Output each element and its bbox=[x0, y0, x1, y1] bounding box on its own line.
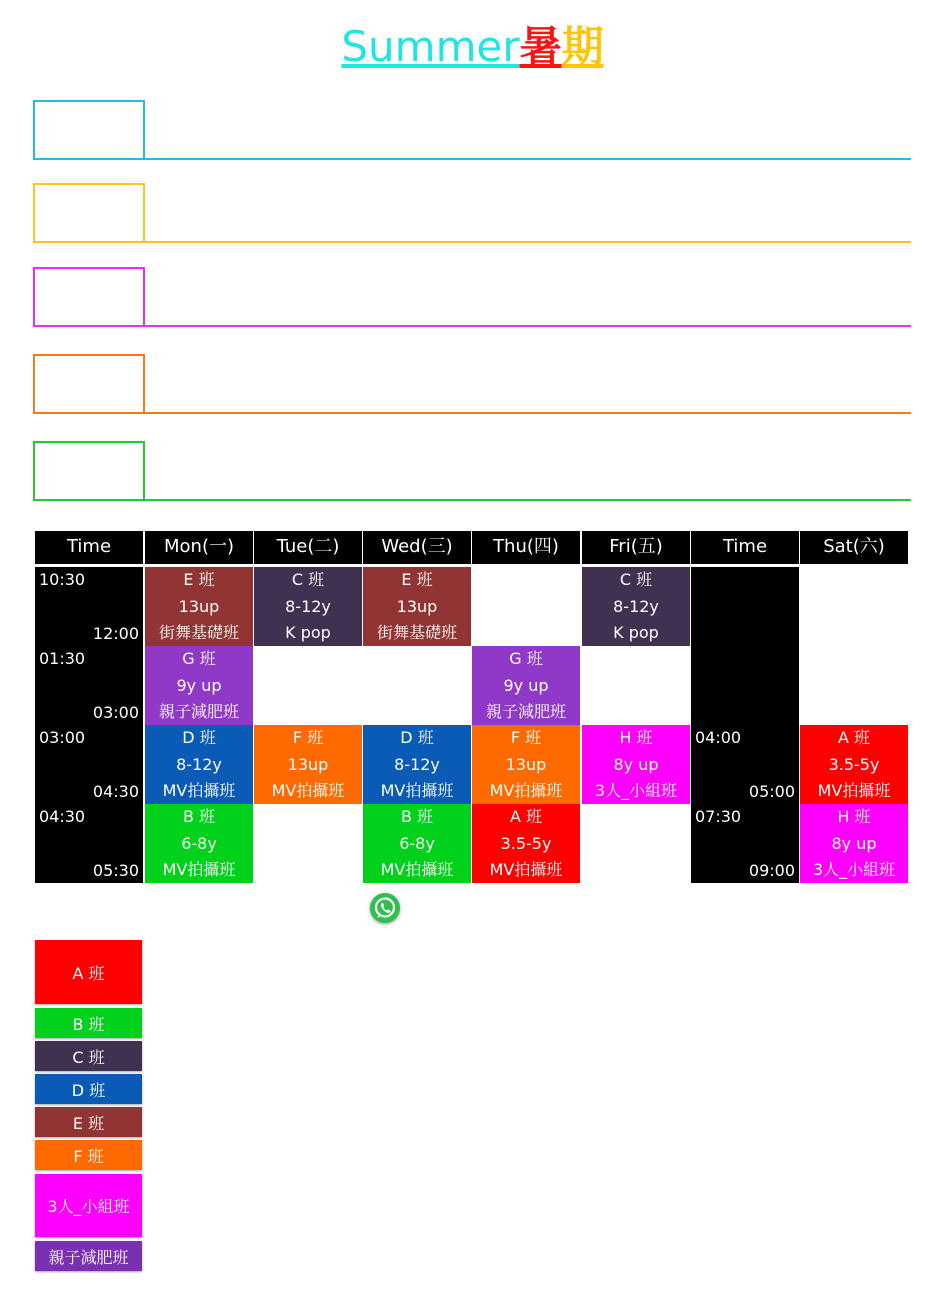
blank-box[interactable] bbox=[33, 441, 145, 501]
legend-item: 親子減肥班 bbox=[35, 1241, 142, 1271]
class-cell[interactable] bbox=[363, 804, 471, 883]
time-cell bbox=[691, 804, 799, 883]
start-time: 01:30 bbox=[39, 649, 86, 668]
class-line: K pop bbox=[613, 623, 659, 642]
legend-item: A 班 bbox=[35, 940, 142, 1004]
class-line: G 班 bbox=[509, 649, 543, 668]
blank-box[interactable] bbox=[33, 354, 145, 414]
class-line: H 班 bbox=[619, 728, 653, 747]
class-cell[interactable] bbox=[145, 646, 253, 725]
class-cell[interactable] bbox=[363, 567, 471, 646]
header-cell: Wed(三) bbox=[363, 531, 471, 564]
class-line: 親子減肥班 bbox=[485, 702, 566, 721]
class-line: A 班 bbox=[509, 807, 543, 826]
class-line: MV拍攝班 bbox=[489, 781, 563, 800]
class-line: E 班 bbox=[401, 570, 433, 589]
class-line: E 班 bbox=[183, 570, 215, 589]
class-line: 8-12y bbox=[394, 754, 440, 774]
legend-item: F 班 bbox=[35, 1140, 142, 1170]
blank-line bbox=[143, 241, 911, 243]
class-cell[interactable] bbox=[691, 646, 799, 725]
class-line: 8-12y bbox=[285, 596, 331, 616]
start-time: 04:30 bbox=[39, 807, 86, 826]
class-line: 13up bbox=[505, 754, 547, 774]
class-line: 13up bbox=[396, 596, 438, 616]
class-line: 8-12y bbox=[613, 596, 659, 616]
class-line: 13up bbox=[287, 754, 329, 774]
class-line: B 班 bbox=[400, 807, 434, 826]
class-cell[interactable] bbox=[145, 725, 253, 804]
whatsapp-icon[interactable] bbox=[370, 893, 400, 923]
class-line: G 班 bbox=[182, 649, 216, 668]
blank-line-row bbox=[33, 100, 911, 160]
class-line: 13up bbox=[178, 596, 220, 616]
time-cell bbox=[35, 725, 143, 804]
class-cell[interactable] bbox=[472, 804, 580, 883]
blank-line-row bbox=[33, 267, 911, 327]
class-line: C 班 bbox=[619, 570, 653, 589]
start-time: 07:30 bbox=[695, 807, 742, 826]
start-time: 04:00 bbox=[695, 728, 742, 747]
class-line: MV拍攝班 bbox=[271, 781, 345, 800]
class-line: 街舞基礎班 bbox=[158, 623, 239, 642]
class-line: D 班 bbox=[400, 728, 434, 747]
blank-box[interactable] bbox=[33, 267, 145, 327]
header-cell: Fri(五) bbox=[582, 531, 690, 564]
class-line: 3人_小組班 bbox=[594, 781, 678, 800]
class-line: MV拍攝班 bbox=[162, 860, 236, 879]
whatsapp-glyph bbox=[370, 893, 400, 923]
time-cell bbox=[35, 646, 143, 725]
class-line: 6-8y bbox=[399, 833, 435, 853]
class-line: MV拍攝班 bbox=[380, 860, 454, 879]
title-english: Summer bbox=[341, 22, 520, 71]
class-line: 3人_小組班 bbox=[812, 860, 896, 879]
legend-item: D 班 bbox=[35, 1074, 142, 1104]
blank-line bbox=[143, 158, 911, 160]
end-time: 04:30 bbox=[92, 782, 139, 801]
legend-item: 3人_小組班 bbox=[35, 1174, 142, 1237]
start-time: 10:30 bbox=[39, 570, 86, 589]
class-cell[interactable] bbox=[145, 804, 253, 883]
class-line: 6-8y bbox=[181, 833, 217, 853]
class-line: 9y up bbox=[176, 675, 222, 695]
blank-line bbox=[143, 325, 911, 327]
class-line: A 班 bbox=[837, 728, 871, 747]
legend-item: C 班 bbox=[35, 1041, 142, 1071]
class-line: K pop bbox=[285, 623, 331, 642]
class-line: 親子減肥班 bbox=[158, 702, 239, 721]
page-title bbox=[0, 22, 945, 72]
class-line: 8y up bbox=[831, 833, 877, 853]
class-line: MV拍攝班 bbox=[162, 781, 236, 800]
class-line: MV拍攝班 bbox=[380, 781, 454, 800]
end-time: 03:00 bbox=[92, 703, 139, 722]
class-line: F 班 bbox=[510, 728, 542, 747]
class-line: B 班 bbox=[182, 807, 216, 826]
blank-box[interactable] bbox=[33, 100, 145, 160]
class-line: 9y up bbox=[503, 675, 549, 695]
class-line: 3.5-5y bbox=[828, 754, 880, 774]
header-cell: Thu(四) bbox=[472, 531, 580, 564]
blank-line-row bbox=[33, 441, 911, 501]
class-cell[interactable] bbox=[472, 646, 580, 725]
class-cell[interactable] bbox=[363, 725, 471, 804]
blank-line bbox=[143, 412, 911, 414]
title-chinese-2: 期 bbox=[561, 22, 604, 71]
class-line: 3.5-5y bbox=[500, 833, 552, 853]
end-time: 05:00 bbox=[748, 782, 795, 801]
class-line: 8y up bbox=[613, 754, 659, 774]
start-time: 03:00 bbox=[39, 728, 86, 747]
class-line: H 班 bbox=[837, 807, 871, 826]
header-cell: Time bbox=[35, 531, 143, 564]
header-cell: Tue(二) bbox=[254, 531, 362, 564]
class-line: 街舞基礎班 bbox=[376, 623, 457, 642]
end-time: 12:00 bbox=[92, 624, 139, 643]
class-line: D 班 bbox=[182, 728, 216, 747]
class-cell[interactable] bbox=[254, 567, 362, 646]
blank-line-row bbox=[33, 183, 911, 243]
class-line: C 班 bbox=[291, 570, 325, 589]
class-cell[interactable] bbox=[582, 567, 690, 646]
time-cell bbox=[35, 567, 143, 646]
class-line: 8-12y bbox=[176, 754, 222, 774]
header-cell: Sat(六) bbox=[800, 531, 908, 564]
class-cell[interactable] bbox=[691, 567, 799, 646]
legend-item: B 班 bbox=[35, 1008, 142, 1038]
class-line: F 班 bbox=[292, 728, 324, 747]
header-cell: Time bbox=[691, 531, 799, 564]
legend-item: E 班 bbox=[35, 1107, 142, 1137]
class-line: MV拍攝班 bbox=[817, 781, 891, 800]
class-cell[interactable] bbox=[800, 725, 908, 804]
class-cell[interactable] bbox=[800, 804, 908, 883]
end-time: 05:30 bbox=[92, 861, 139, 880]
class-line: MV拍攝班 bbox=[489, 860, 563, 879]
class-cell[interactable] bbox=[145, 567, 253, 646]
blank-line-row bbox=[33, 354, 911, 414]
blank-line bbox=[143, 499, 911, 501]
title-chinese-1: 暑 bbox=[519, 22, 562, 71]
class-cell[interactable] bbox=[582, 725, 690, 804]
class-cell[interactable] bbox=[254, 725, 362, 804]
time-cell bbox=[691, 725, 799, 804]
time-cell bbox=[35, 804, 143, 883]
class-cell[interactable] bbox=[472, 725, 580, 804]
header-cell: Mon(一) bbox=[145, 531, 253, 564]
blank-box[interactable] bbox=[33, 183, 145, 243]
end-time: 09:00 bbox=[748, 861, 795, 880]
